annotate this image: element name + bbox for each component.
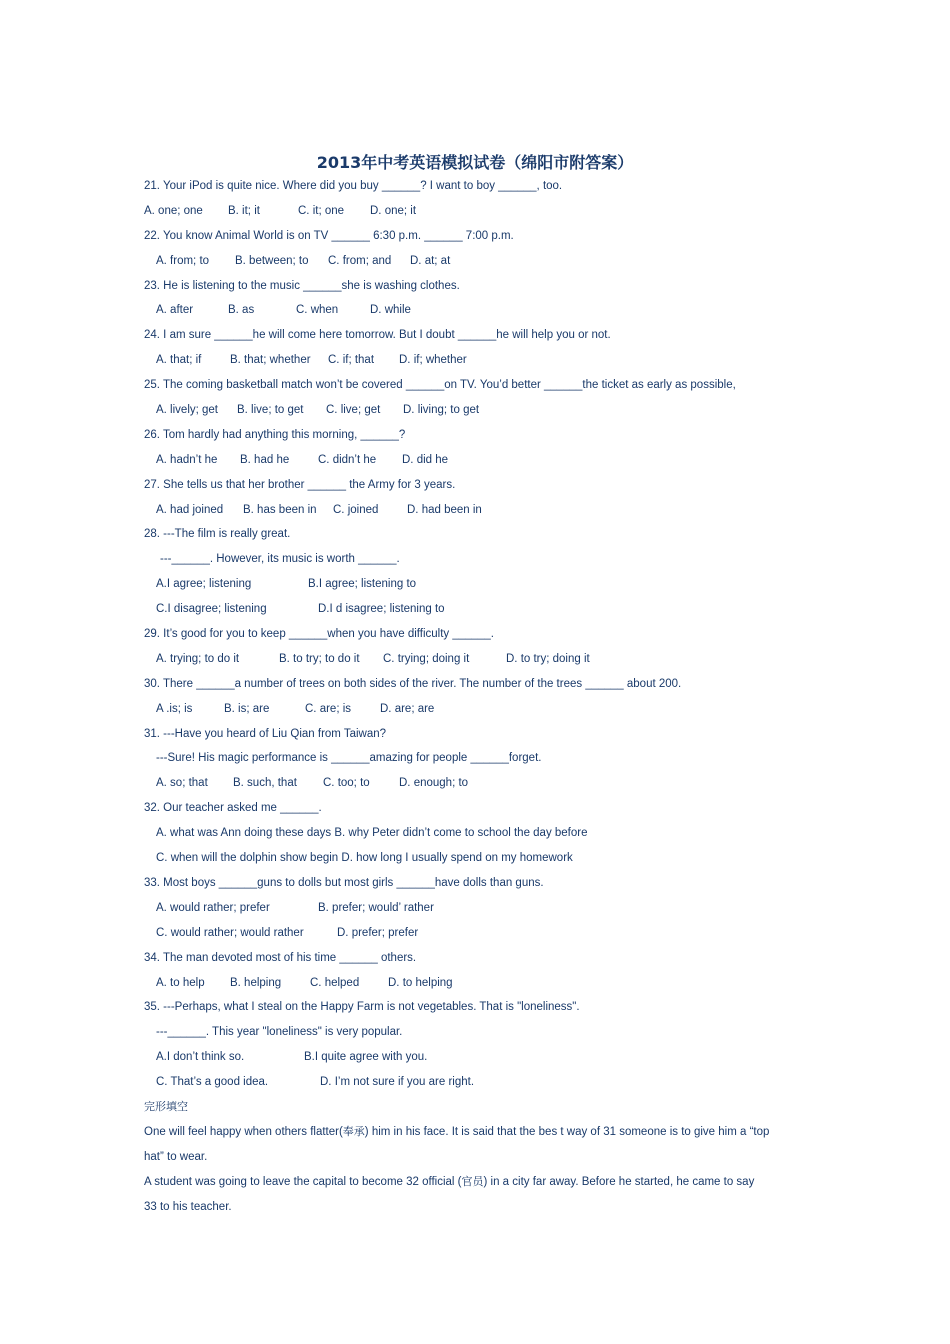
option-c: C. trying; doing it xyxy=(383,652,470,665)
options-35-cd xyxy=(144,1074,824,1099)
option-a: A. one; one xyxy=(144,204,203,217)
options-28-cd xyxy=(144,601,824,626)
question-25: 25. The coming basketball match won’t be covered ______on TV. You’d better ______the ticket as early as possible, xyxy=(144,379,736,392)
option-a: A. trying; to do it xyxy=(156,652,240,665)
page-title: 2013年中考英语模拟试卷（绵阳市附答案） xyxy=(316,153,634,172)
option-a: A. after xyxy=(156,304,194,317)
option-d: D. at; at xyxy=(410,254,451,267)
question-29: 29. It’s good for you to keep ______when you have difficulty ______. xyxy=(144,628,494,641)
question-27: 27. She tells us that her brother ______ the Army for 3 years. xyxy=(144,478,456,491)
option-d: D. if; whether xyxy=(399,354,467,367)
option-d: D. did he xyxy=(402,453,449,466)
option-c: C. helped xyxy=(310,976,360,989)
options-33-cd xyxy=(144,925,824,950)
option-b: B. it; it xyxy=(228,204,260,217)
question-34: 34. The man devoted most of his time ______ others. xyxy=(144,951,417,964)
options-23 xyxy=(144,302,824,327)
cloze-p1-b: ) him in his face. It is said that the bes t way of 31 someone is to give him a “top xyxy=(364,1125,770,1138)
question-31: 31. ---Have you heard of Liu Qian from Taiwan? xyxy=(144,727,387,740)
option-d: D. are; are xyxy=(380,702,435,715)
options-22 xyxy=(144,253,824,278)
option-a: A .is; is xyxy=(156,702,193,715)
options-33-ab xyxy=(144,900,824,925)
option-c: C. joined xyxy=(333,503,379,516)
cloze-p2-b: ) in a city far away. Before he started, he came to say xyxy=(483,1175,755,1188)
option-b: B.I agree; listening to xyxy=(308,578,417,591)
option-b: B. has been in xyxy=(243,503,317,516)
option-b: B. between; to xyxy=(235,254,309,267)
option-d: D. enough; to xyxy=(399,777,469,790)
option-a: A. so; that xyxy=(156,777,208,790)
options-25 xyxy=(144,402,824,427)
option-d: D. living; to get xyxy=(403,404,480,417)
option-d: D.I d isagree; listening to xyxy=(318,603,445,616)
option-c: C.I disagree; listening xyxy=(156,603,267,616)
option-a: A. from; to xyxy=(156,254,210,267)
cloze-heading: 完形填空 xyxy=(144,1099,188,1113)
options-32-cd: C. when will the dolphin show begin D. how long I usually spend on my homework xyxy=(156,852,573,865)
question-22: 22. You know Animal World is on TV ______ 6:30 p.m. ______ 7:00 p.m. xyxy=(144,229,514,242)
cloze-p2-zh: 官员 xyxy=(461,1174,484,1188)
cloze-p2-a: A student was going to leave the capital to become 32 official ( xyxy=(144,1175,462,1188)
option-b: B. had he xyxy=(240,453,290,466)
question-24: 24. I am sure ______he will come here tomorrow. But I doubt ______he will help you or not. xyxy=(144,329,611,342)
options-28-ab xyxy=(144,576,824,601)
option-d: D. one; it xyxy=(370,204,417,217)
option-d: D. to try; doing it xyxy=(506,652,590,665)
options-30 xyxy=(144,701,824,726)
option-c: C. live; get xyxy=(326,404,381,417)
option-b: B. helping xyxy=(230,976,282,989)
option-a: A. lively; get xyxy=(156,404,218,417)
option-a: A. that; if xyxy=(156,354,202,367)
question-26: 26. Tom hardly had anything this morning, ______? xyxy=(144,428,406,441)
option-a: A. hadn’t he xyxy=(156,453,218,466)
options-24 xyxy=(144,352,824,377)
question-30: 30. There ______a number of trees on both sides of the river. The number of the trees ______ about 200. xyxy=(144,677,682,690)
option-d: D. had been in xyxy=(407,503,482,516)
cloze-p1-a: One will feel happy when others flatter( xyxy=(144,1125,343,1138)
option-d: D. I’m not sure if you are right. xyxy=(320,1076,475,1089)
option-d: D. prefer; prefer xyxy=(337,926,419,939)
question-28: 28. ---The film is really great. xyxy=(144,528,291,541)
cloze-paragraph-1-line-1 xyxy=(144,1124,824,1149)
options-35-ab xyxy=(144,1049,824,1074)
option-b: B. to try; to do it xyxy=(279,652,360,665)
cloze-paragraph-2-line-2: 33 to his teacher. xyxy=(144,1200,232,1213)
option-a: A.I don’t think so. xyxy=(156,1051,245,1064)
option-b: B. prefer; would’ rather xyxy=(318,901,434,914)
option-b: B.I quite agree with you. xyxy=(304,1051,428,1064)
option-c: C. didn’t he xyxy=(318,453,377,466)
option-c: C. are; is xyxy=(305,702,352,715)
exam-content xyxy=(144,178,824,1223)
options-21 xyxy=(144,203,824,228)
option-b: B. that; whether xyxy=(230,354,311,367)
question-35: 35. ---Perhaps, what I steal on the Happy Farm is not vegetables. That is "loneliness". xyxy=(144,1001,580,1014)
reply-31: ---Sure! His magic performance is ______amazing for people ______forget. xyxy=(156,752,542,765)
option-c: C. would rather; would rather xyxy=(156,926,304,939)
options-34 xyxy=(144,975,824,1000)
reply-35: ---______. This year "loneliness" is very popular. xyxy=(156,1026,403,1039)
option-b: B. such, that xyxy=(233,777,297,790)
option-d: D. to helping xyxy=(388,976,453,989)
options-29 xyxy=(144,651,824,676)
question-33: 33. Most boys ______guns to dolls but most girls ______have dolls than guns. xyxy=(144,876,544,889)
option-d: D. while xyxy=(370,304,411,317)
cloze-paragraph-2-line-1 xyxy=(144,1174,824,1199)
option-a: A. would rather; prefer xyxy=(156,901,270,914)
option-c: C. it; one xyxy=(298,204,345,217)
option-a: A.I agree; listening xyxy=(156,578,252,591)
options-31 xyxy=(144,775,824,800)
option-a: A. to help xyxy=(156,976,205,989)
option-c: C. when xyxy=(296,304,339,317)
question-32: 32. Our teacher asked me ______. xyxy=(144,802,322,815)
cloze-p1-zh: 奉承 xyxy=(342,1124,365,1138)
cloze-paragraph-1-line-2: hat” to wear. xyxy=(144,1150,208,1163)
option-a: A. had joined xyxy=(156,503,224,516)
question-23: 23. He is listening to the music ______she is washing clothes. xyxy=(144,279,460,292)
options-26 xyxy=(144,452,824,477)
option-c: C. That’s a good idea. xyxy=(156,1076,269,1089)
option-b: B. is; are xyxy=(224,702,270,715)
reply-28: ---______. However, its music is worth ______. xyxy=(160,553,400,566)
option-b: B. as xyxy=(228,304,255,317)
options-32-ab: A. what was Ann doing these days B. why Peter didn’t come to school the day before xyxy=(156,827,588,840)
option-c: C. from; and xyxy=(328,254,392,267)
option-c: C. if; that xyxy=(328,354,375,367)
options-27 xyxy=(144,502,824,527)
option-b: B. live; to get xyxy=(237,404,304,417)
option-c: C. too; to xyxy=(323,777,370,790)
question-21: 21. Your iPod is quite nice. Where did you buy ______? I want to boy ______, too. xyxy=(144,180,563,192)
